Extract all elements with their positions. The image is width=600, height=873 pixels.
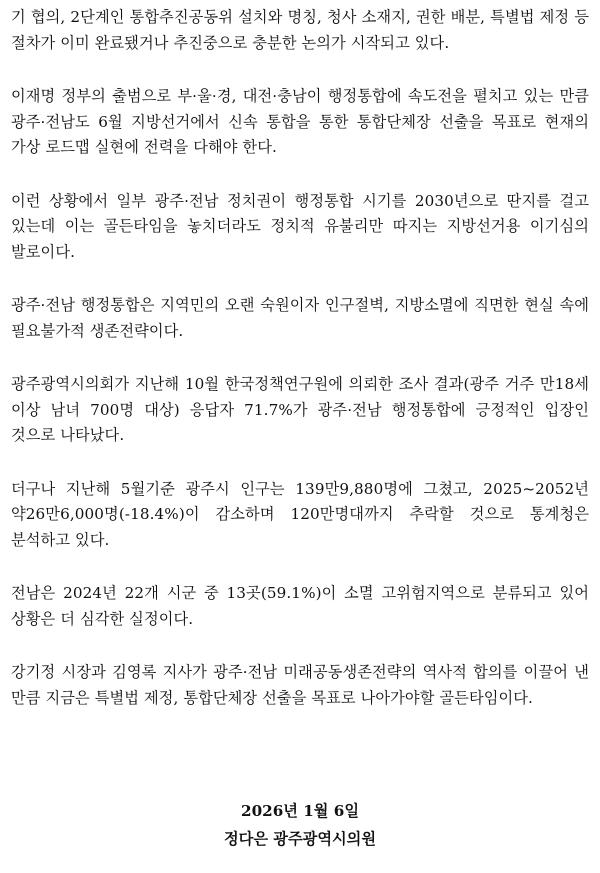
paragraph-2: 이재명 정부의 출범으로 부·울·경, 대전·충남이 행정통합에 속도전을 펼치고 있는 만큼 광주·전남도 6월 지방선거에서 신속 통합을 통한 통합단체장 선출을 목표로 현재의 가상 로드맵 실현에 전력을 다해야 한다. [11, 87, 589, 156]
paragraph-3: 이런 상황에서 일부 광주·전남 정치권이 행정통합 시기를 2030년으로 딴지를 걸고 있는데 이는 골든타임을 놓치더라도 정치적 유불리만 따지는 지방선거용 이기심의 발로이다. [11, 191, 589, 261]
paragraph-5: 광주광역시의회가 지난해 10월 한국정책연구원에 의뢰한 조사 결과(광주 거주 만18세 이상 남녀 700명 대상) 응답자 71.7%가 광주·전남 행정통합에 긍정적인 입장인 것으로 나타났다. [11, 375, 589, 444]
paragraph-7: 전남은 2024년 22개 시군 중 13곳(59.1%)이 소멸 고위험지역으로 분류되고 있어 상황은 더 심각한 실정이다. [11, 584, 589, 628]
signature-author: 정다은 광주광역시의원 [224, 830, 376, 848]
signature-date: 2026년 1월 6일 [241, 802, 359, 820]
document-body [11, 5, 589, 739]
paragraph-6: 더구나 지난해 5월기준 광주시 인구는 139만9,880명에 그쳤고, 2025~2052년 약26만6,000명(-18.4%)이 감소하며 120만명대까지 추락할 것으로 통계청은 분석하고 있다. [11, 479, 589, 549]
paragraph-8: 강기정 시장과 김영록 지사가 광주·전남 미래공동생존전략의 역사적 합의를 이끌어 낸 만큼 지금은 특별법 제정, 통합단체장 선출을 목표로 나아가야할 골든타임이다. [11, 663, 589, 707]
paragraph-1: 기 협의, 2단계인 통합추진공동위 설치와 명칭, 청사 소재지, 권한 배분, 특별법 제정 등 절차가 이미 완료됐거나 추진중으로 충분한 논의가 시작되고 있다. [11, 8, 589, 52]
paragraph-4: 광주·전남 행정통합은 지역민의 오랜 숙원이자 인구절벽, 지방소멸에 직면한 현실 속에 필요불가적 생존전략이다. [11, 296, 589, 340]
